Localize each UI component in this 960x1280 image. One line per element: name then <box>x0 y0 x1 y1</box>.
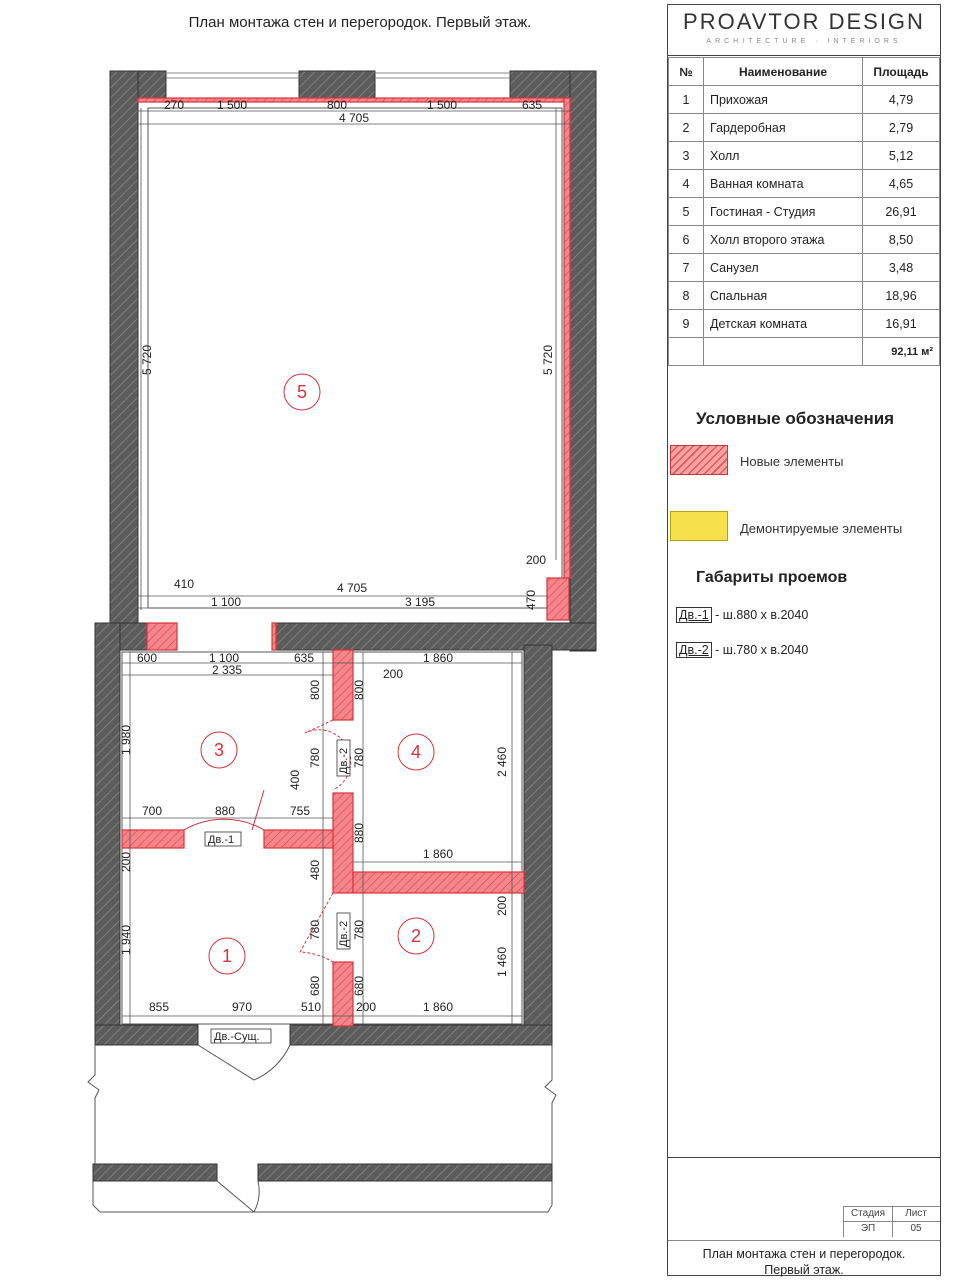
room-num: 7 <box>669 254 704 282</box>
room-5-number: 5 <box>296 382 308 402</box>
opening-d2-tag: Дв.-2 <box>676 642 712 658</box>
room-name: Гардеробная <box>704 114 863 142</box>
new-wall-mid-left <box>147 623 177 650</box>
header-name: Наименование <box>704 58 863 86</box>
door-tag-d2-lower: Дв.-2 <box>338 920 350 947</box>
dim-410: 410 <box>173 577 195 591</box>
dim-4705-top: 4 705 <box>338 111 370 125</box>
room-name: Прихожая <box>704 86 863 114</box>
page-title: План монтажа стен и перегородок. Первый этаж. <box>188 14 532 31</box>
room-area: 26,91 <box>863 198 940 226</box>
room-num: 6 <box>669 226 704 254</box>
dim-3195: 3 195 <box>404 595 436 609</box>
legend-title: Условные обозначения <box>696 409 895 428</box>
door-existing-swing <box>198 1045 290 1212</box>
room-num: 2 <box>669 114 704 142</box>
dim-1500-left: 1 500 <box>216 98 248 112</box>
room-name: Санузел <box>704 254 863 282</box>
room-area: 4,79 <box>863 86 940 114</box>
table-row <box>669 198 940 226</box>
opening-d1 <box>676 608 808 622</box>
header-area: Площадь <box>863 58 940 86</box>
dim-780-c: 780 <box>308 919 322 941</box>
table-row <box>669 282 940 310</box>
opening-d1-tag: Дв.-1 <box>676 607 712 623</box>
room-area: 8,50 <box>863 226 940 254</box>
title-panel <box>667 4 941 1276</box>
room-name: Гостиная - Студия <box>704 198 863 226</box>
wall-right-upper <box>570 71 596 651</box>
dim-780-b: 780 <box>352 747 366 769</box>
stamp-stage-label: Стадия <box>850 1208 886 1219</box>
opening-d1-spec: - ш.880 х в.2040 <box>711 608 809 622</box>
new-partition-hall-right <box>264 830 336 848</box>
dim-5720-right: 5 720 <box>541 344 555 376</box>
table-row <box>669 114 940 142</box>
dim-700: 700 <box>141 804 163 818</box>
stamp-title-line2: Первый этаж. <box>764 1263 844 1277</box>
room-num: 9 <box>669 310 704 338</box>
room-area: 2,79 <box>863 114 940 142</box>
dim-1100-low: 1 100 <box>208 651 240 665</box>
table-row <box>669 254 940 282</box>
dim-480: 480 <box>308 859 322 881</box>
dim-855: 855 <box>148 1000 170 1014</box>
dim-880-hall: 880 <box>214 804 236 818</box>
dim-970: 970 <box>231 1000 253 1014</box>
table-row <box>669 170 940 198</box>
wall-right-lower <box>524 645 552 1045</box>
room-area: 5,12 <box>863 142 940 170</box>
table-row <box>669 142 940 170</box>
dim-1940: 1 940 <box>119 924 133 956</box>
door-tags <box>205 740 350 1043</box>
room-name: Спальная <box>704 282 863 310</box>
dim-800-v-right: 800 <box>352 679 366 701</box>
header-num: № <box>669 58 704 86</box>
dim-400: 400 <box>288 769 302 791</box>
room-name: Ванная комната <box>704 170 863 198</box>
dim-270: 270 <box>163 98 185 112</box>
dim-800-top: 800 <box>326 98 348 112</box>
new-wall-mid-stub <box>272 623 276 650</box>
stamp-title-line1: План монтажа стен и перегородок. <box>702 1247 906 1261</box>
dim-510: 510 <box>300 1000 322 1014</box>
total-area: 92,11 м² <box>863 338 940 366</box>
room-1-number: 1 <box>221 946 233 966</box>
new-partition-center-v <box>333 793 353 893</box>
new-wall-top-lining <box>138 98 570 102</box>
dim-1500-right: 1 500 <box>426 98 458 112</box>
wall-bottom-left <box>95 1025 198 1045</box>
wall-left-lower <box>95 623 120 1045</box>
table-row <box>669 310 940 338</box>
opening-d2-spec: - ш.780 х в.2040 <box>711 643 809 657</box>
legend-new-label: Новые элементы <box>740 454 844 469</box>
stamp-title <box>668 1246 940 1278</box>
table-total-row <box>669 338 940 366</box>
stamp-sheet-value: 05 <box>910 1223 922 1234</box>
dim-680-b: 680 <box>352 975 366 997</box>
room-num: 8 <box>669 282 704 310</box>
new-partition-hall-left <box>122 830 184 848</box>
dim-1860-bottom: 1 860 <box>422 1000 454 1014</box>
brand-logo: PROAVTOR DESIGN <box>683 9 925 34</box>
room-name: Холл <box>704 142 863 170</box>
dim-200-upper: 200 <box>382 667 404 681</box>
legend-demolished-swatch <box>670 511 728 541</box>
new-wall-niche <box>547 578 569 620</box>
openings-title: Габариты проемов <box>696 569 848 586</box>
wall-porch-left <box>93 1164 217 1181</box>
dim-1980: 1 980 <box>119 724 133 756</box>
room-2-number: 2 <box>410 926 422 946</box>
stamp-stage-value: ЭП <box>860 1223 876 1234</box>
stamp-grid <box>843 1206 940 1237</box>
dim-4705-mid: 4 705 <box>336 581 368 595</box>
room-name: Детская комната <box>704 310 863 338</box>
room-area-table <box>668 57 940 366</box>
dim-635-top: 635 <box>521 98 543 112</box>
dim-2460: 2 460 <box>495 746 509 778</box>
title-stamp <box>668 1157 940 1276</box>
dim-200-right: 200 <box>495 895 509 917</box>
dim-1860-mid: 1 860 <box>422 847 454 861</box>
dim-755: 755 <box>289 804 311 818</box>
dim-780-d: 780 <box>352 919 366 941</box>
dim-680-a: 680 <box>308 975 322 997</box>
brand-block <box>668 5 940 56</box>
total-empty-name <box>704 338 863 366</box>
room-name: Холл второго этажа <box>704 226 863 254</box>
total-empty-num <box>669 338 704 366</box>
opening-d2 <box>676 643 808 657</box>
dim-2335: 2 335 <box>211 663 243 677</box>
door-tag-d1: Дв.-1 <box>208 834 235 846</box>
table-header-row <box>669 58 940 86</box>
room-area: 4,65 <box>863 170 940 198</box>
room-num: 4 <box>669 170 704 198</box>
wall-top-center-pier <box>299 71 375 98</box>
stamp-sheet-label: Лист <box>905 1208 927 1219</box>
room-area: 16,91 <box>863 310 940 338</box>
table-row <box>669 226 940 254</box>
brand-subtitle: ARCHITECTURE · INTERIORS <box>706 38 902 45</box>
dim-780-a: 780 <box>308 747 322 769</box>
dim-600: 600 <box>136 651 158 665</box>
door-tag-existing: Дв.-Сущ. <box>214 1031 260 1043</box>
new-partition-upper <box>333 650 353 720</box>
room-area: 18,96 <box>863 282 940 310</box>
room-area: 3,48 <box>863 254 940 282</box>
door-tag-d2-upper: Дв.-2 <box>338 747 350 774</box>
dim-1100-mid: 1 100 <box>210 595 242 609</box>
wall-left-upper <box>110 71 138 623</box>
room-num: 3 <box>669 142 704 170</box>
dim-5720-left: 5 720 <box>140 344 154 376</box>
legend-new-swatch <box>670 445 728 475</box>
dim-1860-top: 1 860 <box>422 651 454 665</box>
dim-880-v: 880 <box>352 822 366 844</box>
table-row <box>669 86 940 114</box>
dim-635-low: 635 <box>293 651 315 665</box>
room-num: 1 <box>669 86 704 114</box>
dim-200-mid: 200 <box>525 553 547 567</box>
room-3-number: 3 <box>213 740 225 760</box>
legend-demolished-label: Демонтируемые элементы <box>740 521 903 536</box>
porch-outline <box>88 1045 556 1212</box>
new-partition-center-h <box>353 872 524 893</box>
dim-200-bottom: 200 <box>355 1000 377 1014</box>
new-elements <box>122 98 570 1026</box>
room-num: 5 <box>669 198 704 226</box>
room-4-number: 4 <box>410 742 422 762</box>
dim-200-left: 200 <box>119 851 133 873</box>
dim-800-v: 800 <box>308 679 322 701</box>
wall-porch-right <box>258 1164 552 1181</box>
wall-bottom-right <box>290 1025 552 1045</box>
new-partition-lower <box>333 962 353 1026</box>
new-wall-right-lining <box>564 98 570 578</box>
dim-1460: 1 460 <box>495 946 509 978</box>
dim-470: 470 <box>524 589 538 611</box>
